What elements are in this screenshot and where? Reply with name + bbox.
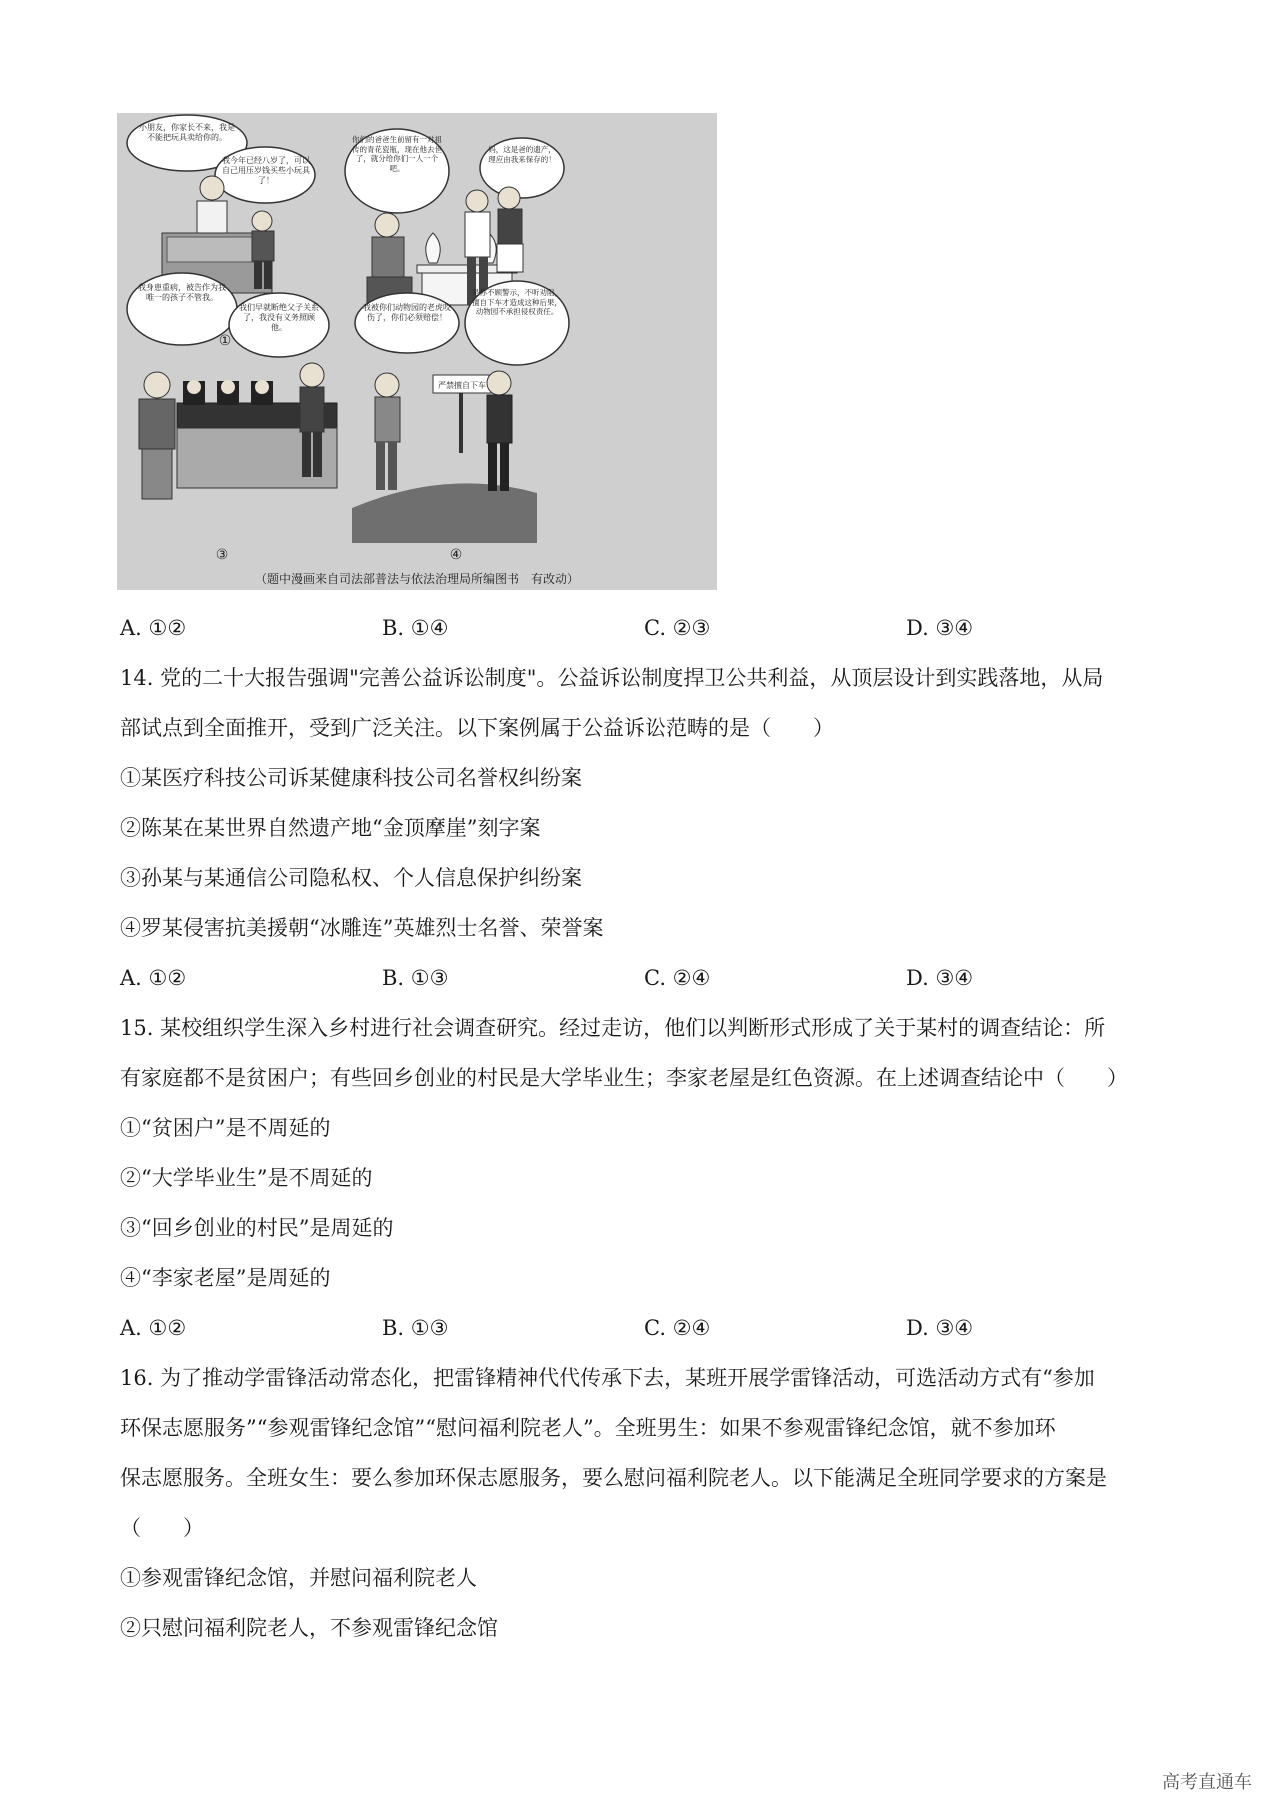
q14-item-3: ③孙某与某通信公司隐私权、个人信息保护纠纷案	[120, 866, 582, 890]
panel1-bubble-a: 小朋友，你家长不来，我是不能把玩具卖给你的。	[139, 123, 235, 142]
q14-stem-line2: 部试点到全面推开，受到广泛关注。以下案例属于公益诉讼范畴的是（ ）	[120, 716, 834, 740]
zoo-sign: 严禁擅自下车	[438, 381, 486, 390]
q14-option-a[interactable]: A. ①②	[120, 966, 187, 990]
q13-option-d[interactable]: D. ③④	[906, 616, 974, 640]
q16-stem-line2: 环保志愿服务”“参观雷锋纪念馆”“慰问福利院老人”。全班男生：如果不参观雷锋纪念馆，就不参加环	[120, 1416, 1056, 1440]
q14-item-1: ①某医疗科技公司诉某健康科技公司名誉权纠纷案	[120, 766, 582, 790]
panel1-bubble-b: 我今年已经八岁了，可以自己用压岁钱买些小玩具了！	[222, 156, 310, 185]
q14-item-4: ④罗某侵害抗美援朝“冰雕连”英雄烈士名誉、荣誉案	[120, 916, 604, 940]
q14-stem-line1: 14. 党的二十大报告强调"完善公益诉讼制度"。公益诉讼制度捍卫公共利益，从顶层设计到实践落地，从局	[120, 666, 1104, 690]
panel3-label: ③	[215, 547, 229, 563]
q16-item-1: ①参观雷锋纪念馆，并慰问福利院老人	[120, 1566, 477, 1590]
watermark: 高考直通车	[1162, 1772, 1252, 1793]
q15-option-d[interactable]: D. ③④	[906, 1316, 974, 1340]
q15-item-4: ④“李家老屋”是周延的	[120, 1266, 331, 1290]
comic-panel-3	[127, 273, 337, 499]
comic-figure	[117, 113, 717, 590]
q14-option-b[interactable]: B. ①③	[382, 966, 449, 990]
panel1-label: ①	[218, 333, 232, 349]
q16-stem-line4: （ ）	[120, 1516, 204, 1540]
panel3-bubble-b: 我们早就断绝父子关系了，我没有义务照顾他。	[239, 303, 319, 332]
q15-item-1: ①“贫困户”是不周延的	[120, 1116, 331, 1140]
q13-option-c[interactable]: C. ②③	[644, 616, 711, 640]
q15-item-2: ②“大学毕业生”是不周延的	[120, 1166, 373, 1190]
q15-option-b[interactable]: B. ①③	[382, 1316, 449, 1340]
q13-option-b[interactable]: B. ①④	[382, 616, 449, 640]
panel2-bubble-a: 你们的爸爸生前留有一对祖传的青花瓷瓶，现在他去世了，就分给你们一人一个吧。	[352, 135, 442, 173]
q14-options	[120, 963, 1180, 993]
q14-item-2: ②陈某在某世界自然遗产地“金顶摩崖”刻字案	[120, 816, 541, 840]
q15-stem-line1: 15. 某校组织学生深入乡村进行社会调查研究。经过走访，他们以判断形式形成了关于某村的调查结论：所	[120, 1016, 1106, 1040]
comic-panel-1	[127, 115, 315, 293]
q14-option-c[interactable]: C. ②④	[644, 966, 711, 990]
q13-options	[120, 613, 1180, 643]
q15-option-c[interactable]: C. ②④	[644, 1316, 711, 1340]
comic-panel-4	[352, 281, 569, 543]
panel3-bubble-a: 我身患重病，被告作为我唯一的孩子不管我。	[138, 283, 226, 302]
q16-stem-line3: 保志愿服务。全班女生：要么参加环保志愿服务，要么慰问福利院老人。以下能满足全班同学要求的方案是	[120, 1466, 1107, 1490]
q14-option-d[interactable]: D. ③④	[906, 966, 974, 990]
q15-item-3: ③“回乡创业的村民”是周延的	[120, 1216, 394, 1240]
panel4-bubble-b: 是你不顾警示，不听劝阻，擅自下车才造成这种后果，动物园不承担侵权责任。	[472, 288, 562, 316]
q15-options	[120, 1313, 1180, 1343]
q15-stem-line2: 有家庭都不是贫困户；有些回乡创业的村民是大学毕业生；李家老屋是红色资源。在上述调查结论中（ ）	[120, 1066, 1128, 1090]
comic-caption: （题中漫画来自司法部普法与依法治理局所编图书 有改动）	[254, 572, 580, 586]
q16-stem-line1: 16. 为了推动学雷锋活动常态化，把雷锋精神代代传承下去，某班开展学雷锋活动，可选活动方式有“参加	[120, 1366, 1095, 1390]
q16-item-2: ②只慰问福利院老人，不参观雷锋纪念馆	[120, 1616, 498, 1640]
q13-option-a[interactable]: A. ①②	[120, 616, 187, 640]
panel4-bubble-a: 我被你们动物园的老虎咬伤了，你们必须赔偿！	[363, 303, 451, 322]
q15-option-a[interactable]: A. ①②	[120, 1316, 187, 1340]
panel2-bubble-b: 妈，这是爸的遗产，理应由我来保存的！	[488, 145, 556, 164]
panel4-label: ④	[449, 547, 463, 563]
